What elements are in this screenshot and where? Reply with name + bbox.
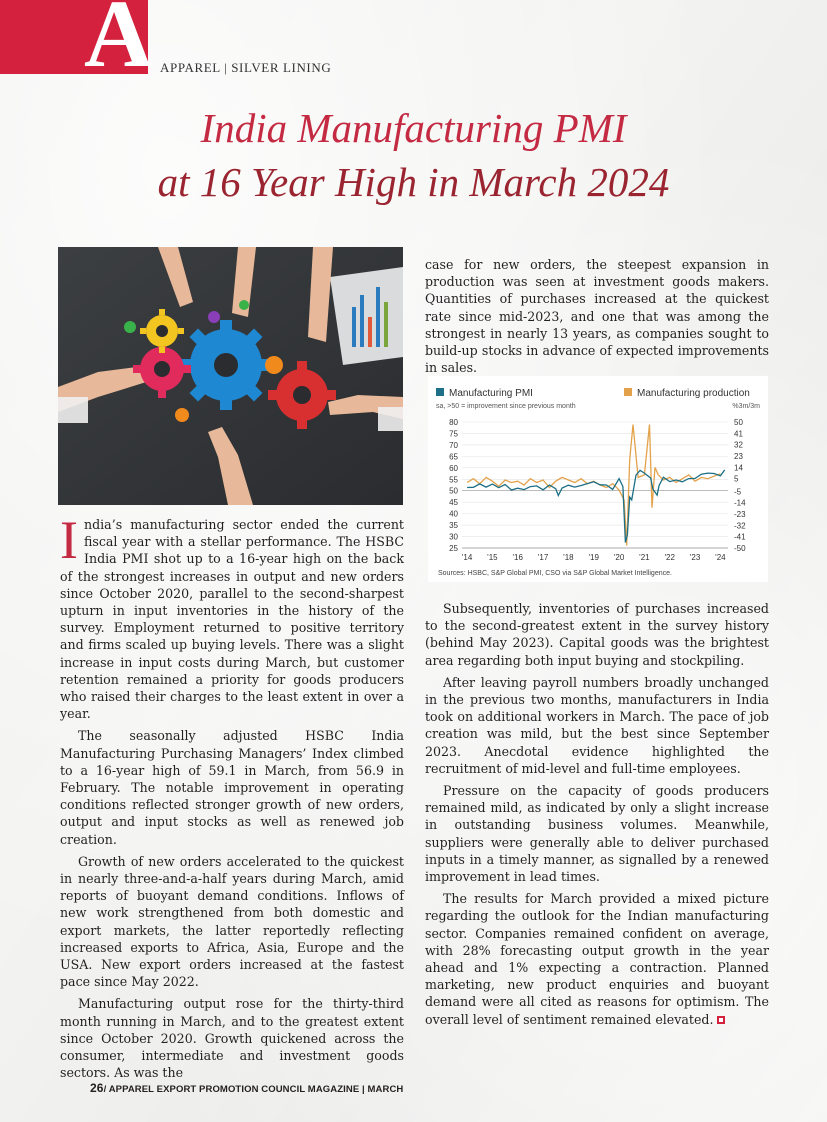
- page-number: 26: [90, 1081, 104, 1095]
- right-tick-label: -41: [734, 532, 746, 542]
- x-tick-label: '16: [512, 553, 523, 562]
- left-tick-label: 65: [449, 452, 458, 462]
- article-paragraph-3: Growth of new orders accelerated to the quickest in nearly three-and-a-half years during March, amid reports of buoyant demand conditions. Inflows of new work strengthened from both domestic and export markets, the latter reportedly reflecting increased exports to Africa, Asia, Europe and the USA. New export orders increased at the fastest pace since May 2022.: [60, 853, 404, 990]
- right-tick-label: -23: [734, 509, 746, 519]
- x-tick-label: '17: [537, 553, 549, 562]
- left-tick-label: 25: [449, 544, 458, 553]
- footer-text: / APPAREL EXPORT PROMOTION COUNCIL MAGAZINE | MARCH: [103, 1084, 404, 1095]
- right-tick-label: 23: [734, 452, 743, 462]
- article-paragraph-6: Subsequently, inventories of purchases increased to the second-greatest extent in the survey history (behind May 2023). Capital goods was the brightest area regarding both input buying and stockpiling.: [425, 601, 769, 668]
- left-tick-label: 30: [449, 532, 458, 542]
- left-tick-label: 35: [449, 521, 458, 531]
- left-tick-label: 50: [449, 486, 458, 496]
- right-axis-note: %3m/3m: [732, 403, 760, 410]
- paper-chart-icon: [330, 267, 403, 365]
- gears-and-hands-photo: [58, 247, 403, 505]
- article-paragraph-2: The seasonally adjusted HSBC India Manufacturing Purchasing Managers’ Index climbed to a 16-year high of 59.1 in March, from 56.9 in February. The notable improvement in operating conditions reflected stronger growth of new orders, output and input stocks as well as renewed job creation.: [60, 728, 404, 847]
- article-left-column: [60, 510, 404, 1087]
- section-label: APPAREL | SILVER LINING: [160, 60, 332, 75]
- x-tick-label: '22: [664, 553, 675, 562]
- article-paragraph-8: Pressure on the capacity of goods producers remained mild, as indicated by only a slight increase in outstanding business volumes. Meanwhile, suppliers were generally able to deliver purchased inputs in a timely manner, as signalled by a renewed improvement in lead times.: [425, 783, 769, 885]
- article-right-column-bottom: [425, 600, 769, 1033]
- x-tick-label: '21: [639, 553, 650, 562]
- left-tick-label: 70: [449, 440, 458, 450]
- magazine-logo-block: [0, 0, 154, 87]
- right-tick-label: 50: [734, 418, 743, 427]
- right-tick-label: -5: [734, 487, 742, 497]
- right-tick-label: 14: [734, 463, 743, 473]
- drop-cap: I: [60, 510, 78, 570]
- x-tick-label: '19: [588, 553, 599, 562]
- article-paragraph-5: case for new orders, the steepest expansion in production was seen at investment goods makers. Quantities of purchases increased at the quickest rate since mid-2023, and one that was among the strongest in nearly 13 years, as companies sought to build-up stocks in advance of expected improvements in sales.: [425, 257, 769, 376]
- left-tick-label: 55: [449, 475, 458, 485]
- x-tick-label: '23: [689, 553, 701, 562]
- x-tick-label: '18: [563, 553, 574, 562]
- paragraph-9-text: The results for March provided a mixed picture regarding the outlook for the Indian manufacturing sector. Companies remained confident on average, with 28% forecasting output growth in the year ahead and 1% expecting a contraction. Planned marketing, new product enquiries and buoyant demand were all cited as reasons for optimism. The overall level of sentiment remained elevated.: [425, 891, 769, 1027]
- x-tick-label: '14: [461, 553, 473, 562]
- article-paragraph-4: Manufacturing output rose for the thirty-third month running in March, and to the greatest extent since October 2020. Growth quickened across the consumer, intermediate and investment goods sectors. As was the: [60, 996, 404, 1081]
- x-tick-label: '15: [487, 553, 498, 562]
- left-axis-note: sa, >50 = improvement since previous month: [436, 403, 576, 410]
- article-right-column-top: [425, 256, 769, 381]
- headline-line-2: at 16 Year High in March 2024: [157, 159, 670, 205]
- right-tick-label: 41: [734, 429, 743, 439]
- right-tick-label: -50: [734, 544, 746, 553]
- left-tick-label: 40: [449, 509, 458, 519]
- article-paragraph-7: After leaving payroll numbers broadly unchanged in the previous two months, manufacturers in India took on additional workers in March. The pace of job creation was mild, but the best since September 2023. Anecdotal evidence highlighted the recruitment of mid-level and full-time employees.: [425, 674, 769, 776]
- page-footer: [90, 1081, 403, 1095]
- pmi-chart-svg: [428, 376, 768, 582]
- right-tick-label: -14: [734, 498, 746, 508]
- legend-label-production: Manufacturing production: [637, 388, 750, 399]
- article-paragraph-1: [60, 510, 404, 722]
- legend-swatch-production: [624, 388, 632, 396]
- pmi-chart: [428, 376, 768, 582]
- headline-line-1: India Manufacturing PMI: [200, 105, 627, 151]
- legend-swatch-pmi: [436, 388, 444, 396]
- right-tick-label: 32: [734, 440, 743, 450]
- left-tick-label: 80: [449, 418, 458, 427]
- right-tick-label: -32: [734, 521, 746, 531]
- magazine-logo-letter: A: [84, 0, 154, 87]
- left-tick-label: 75: [449, 429, 458, 439]
- x-tick-label: '20: [613, 553, 625, 562]
- right-tick-label: 5: [734, 474, 739, 484]
- left-tick-label: 45: [449, 498, 458, 508]
- end-mark-icon: [717, 1016, 725, 1024]
- legend-label-pmi: Manufacturing PMI: [449, 388, 533, 399]
- chart-source: Sources: HSBC, S&P Global PMI, CSO via S&P Global Market Intelligence.: [438, 570, 672, 577]
- paragraph-1-text: ndia’s manufacturing sector ended the current fiscal year with a stellar performance. The HSBC India PMI shot up to a 16-year high on the back of the strongest increases in output and new orders since October 2020, parallel to the second-sharpest upturn in input inventories in the history of the survey. Employment returned to positive territory and firms scaled up buying levels. There was a slight increase in input costs during March, but customer retention remained a priority for goods producers who raised their charges to the least extent in over a year.: [60, 517, 404, 722]
- left-tick-label: 60: [449, 463, 458, 473]
- x-tick-label: '24: [715, 553, 726, 562]
- article-paragraph-9: [425, 890, 769, 1028]
